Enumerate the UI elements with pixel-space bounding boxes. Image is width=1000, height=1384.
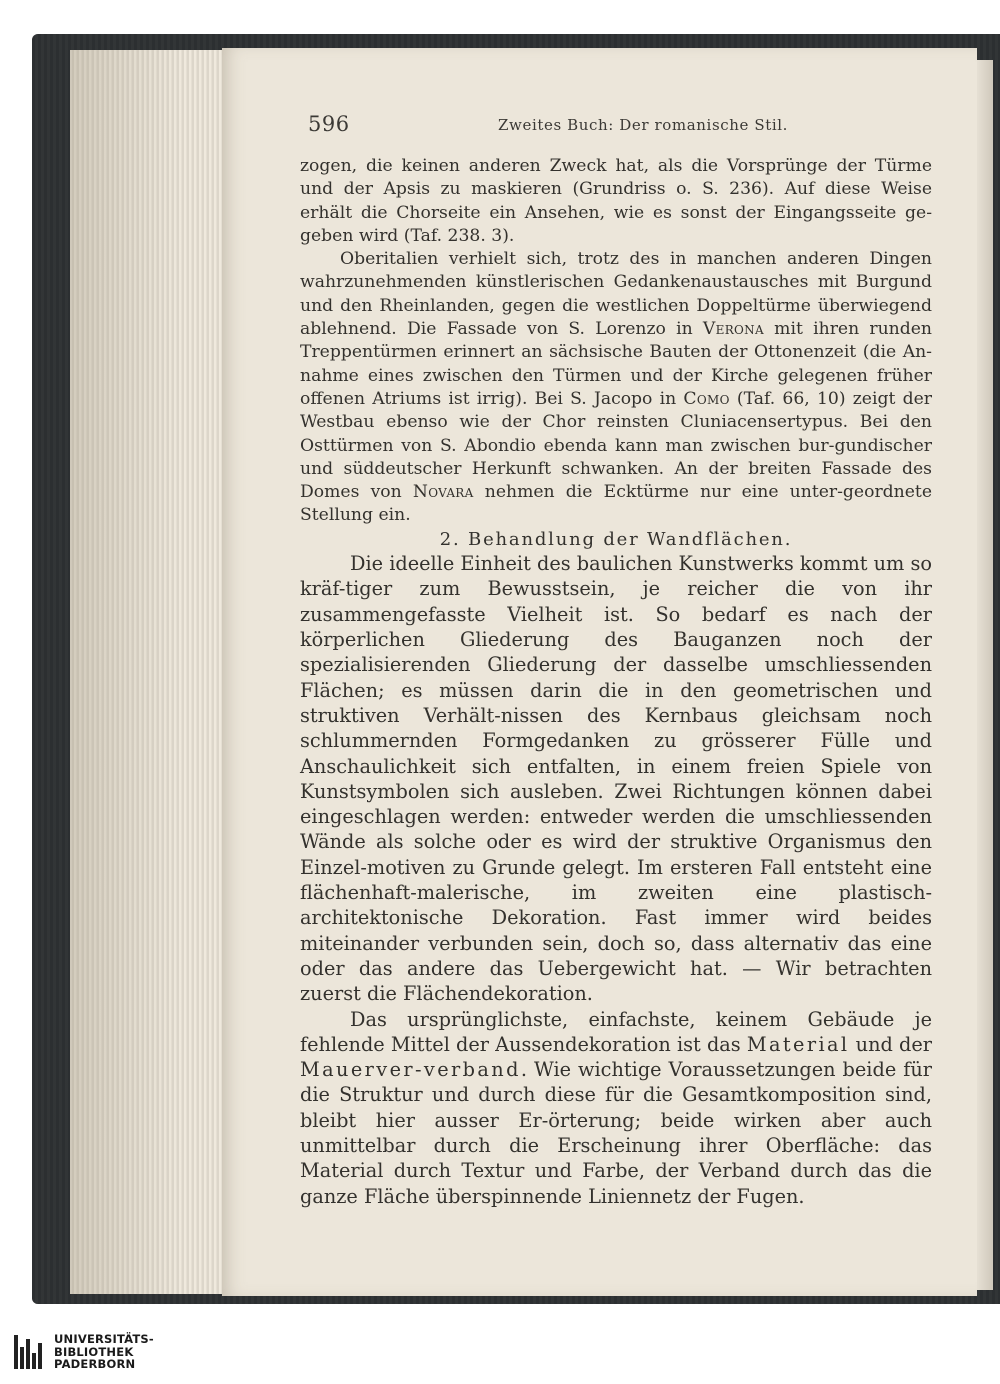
paragraph [300,155,932,248]
paragraph [300,1007,932,1209]
paragraph-text: nehmen die Ecktürme nur eine unter-geordnete Stellung ein. [300,482,932,526]
emphasized-term: Material [746,1032,850,1056]
running-title: Zweites Buch: Der romanische Stil. [498,116,789,134]
place-name: Novara [412,482,474,503]
page-edges [70,50,232,1294]
library-logo-icon [14,1335,44,1369]
logo-line: UNIVERSITÄTS- [54,1332,154,1346]
logo-line: BIBLIOTHEK [54,1344,134,1359]
logo-line: PADERBORN [54,1357,136,1371]
library-logo [14,1333,214,1373]
paragraph [300,248,932,528]
section-wall-surfaces [300,551,932,1209]
paragraph-text: Oberitalien verhielt sich, trotz des in manchen anderen Dingen wahrzunehmenden künstlerischen Gedankenaustausches mit Burgund und den Rheinlanden, gegen die westlichen Doppeltürme überwiegend ablehnend. Die Fassade von S. Lorenzo in [300,249,932,340]
paragraph-text: zogen, die keinen anderen Zweck hat, als die Vorsprünge der Türme und der Apsis zu maskieren (Grundriss o. S. 236). Auf diese Weise erhält die Chorseite ein Ansehen, wie es sonst der Eingangsseite ge-geben wird (Taf. 238. 3). [300,156,932,246]
running-head [308,112,948,142]
place-name: Verona [702,319,764,340]
paragraph-text: Das ursprünglichste, einfachste, keinem Gebäude je fehlende Mittel der Aussendekoration ist das [300,1007,932,1056]
section-towers [300,155,932,528]
place-name: Como [683,388,730,409]
section-heading: 2. Behandlung der Wandflächen. [439,528,793,550]
paragraph-text: mit ihren runden Treppentürmen erinnert an sächsische Bauten der Ottonenzeit (die An-nahme eines zwischen den Türmen und der Kirche gelegenen früher offenen Atriums ist irrig). Bei S. Jacopo in [300,319,932,409]
page-text [300,155,932,1209]
library-logo-text [54,1333,154,1371]
page-right-edge [977,60,993,1290]
emphasized-term: Mauerver-verband [300,1058,521,1082]
paragraph [300,551,932,1006]
paragraph-text: Die ideelle Einheit des baulichen Kunstwerks kommt um so kräf-tiger zum Bewusstsein, je reicher die von ihr zusammengefasste Vielheit ist. So bedarf es nach der körperlichen Gliederung des Bauganzen noch der spezialisierenden Gliederung der dasselbe umschliessenden Flächen; es müssen darin die in den geometrischen und struktiven Verhält-nissen des Kernbaus gleichsam noch schlummernden Formgedanken zu grösserer Fülle und Anschaulichkeit sich entfalten, in einem freien Spiele von Kunstsymbolen sich ausleben. Zwei Richtungen können dabei eingeschlagen werden: entweder werden die umschliessenden Wände als solche oder es wird der struktive Organismus den Einzel-motiven zu Grunde gelegt. Im ersteren Fall entsteht eine flächenhaft-malerische, im zweiten eine plastisch-architektonische Dekoration. Fast immer wird beides miteinander verbunden sein, doch so, dass alternativ das eine oder das andere das Uebergewicht hat. — Wir betrachten zuerst die Flächendekoration. [300,552,932,1006]
paragraph-text: . Wie wichtige Voraussetzungen beide für die Struktur und durch diese für die Gesamtkomposition sind, bleibt hier ausser Er-örterung; beide wirken aber auch unmittelbar durch die Erscheinung ihrer Oberfläche: das Material durch Textur und Farbe, der Verband durch das die ganze Fläche überspinnende Liniennetz der Fugen. [300,1058,932,1208]
paragraph-text: und der [849,1032,932,1056]
page-edges-shade [72,50,182,1294]
page-number: 596 [308,112,350,136]
paragraph-text: (Taf. 66, 10) zeigt der Westbau ebenso wie der Chor reinsten Cluniacensertypus. Bei den Osttürmen von S. Abondio ebenda kann man zwischen bur-gundischer und süddeutscher Herkunft schwanken. An der breiten Fassade des Domes von [300,388,932,503]
